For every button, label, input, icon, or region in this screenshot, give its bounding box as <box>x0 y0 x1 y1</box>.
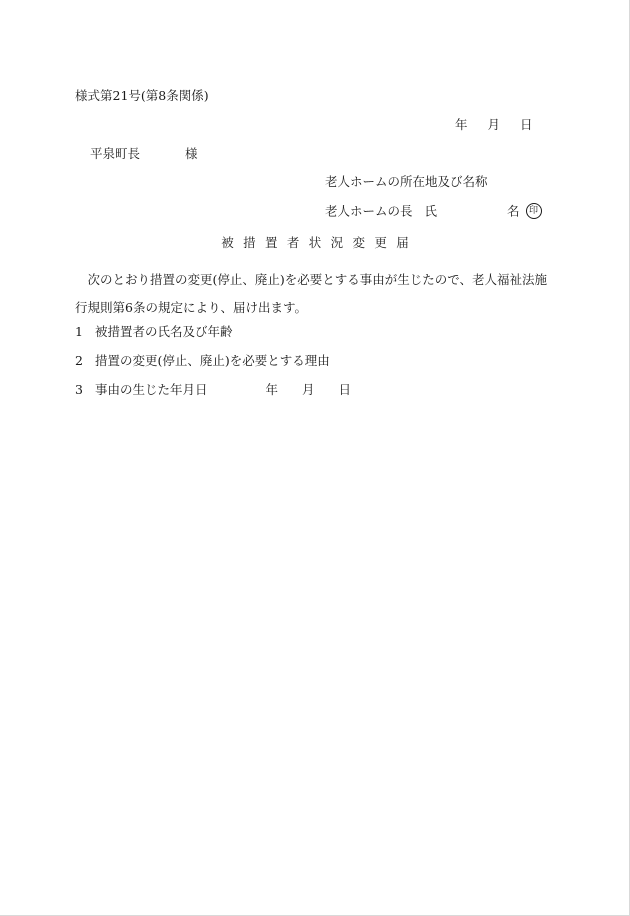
addressee <box>90 148 198 161</box>
date-month-label: 月 <box>487 117 501 132</box>
document-title: 被措置者状況変更届 <box>221 235 419 250</box>
list-item-text: 事由の生じた年月日 <box>95 382 208 397</box>
list-item-number: 2 <box>75 353 83 368</box>
list-item-text: 被措置者の氏名及び年齢 <box>95 324 233 339</box>
surname-label: 氏 <box>424 203 438 219</box>
item3-day-label: 日 <box>338 382 352 397</box>
date-day-label: 日 <box>520 117 533 132</box>
body-paragraph: 次のとおり措置の変更(停止、廃止)を必要とする事由が生じたので、老人福祉法施行規則第6条の規定により、届け出ます。 <box>75 272 548 315</box>
list-item-number: 1 <box>75 324 83 339</box>
facility-location-label: 老人ホームの所在地及び名称 <box>325 174 488 189</box>
list-item-number: 3 <box>75 382 83 397</box>
date-year-label: 年 <box>455 117 468 132</box>
facility-head-label: 老人ホームの長 <box>325 203 413 219</box>
item3-year-label: 年 <box>265 382 279 397</box>
submission-date <box>455 119 533 132</box>
list-item <box>75 384 351 397</box>
form-number: 様式第21号(第8条関係) <box>75 88 209 103</box>
given-name-label: 名 <box>507 203 520 219</box>
addressee-name: 平泉町長 <box>90 146 141 161</box>
list-item <box>75 326 233 339</box>
list-item-text: 措置の変更(停止、廃止)を必要とする理由 <box>95 353 330 368</box>
facility-head-line <box>325 204 542 220</box>
addressee-honorific: 様 <box>185 146 198 161</box>
list-item <box>75 355 330 368</box>
item3-month-label: 月 <box>302 382 315 397</box>
seal-icon: 印 <box>526 203 542 219</box>
